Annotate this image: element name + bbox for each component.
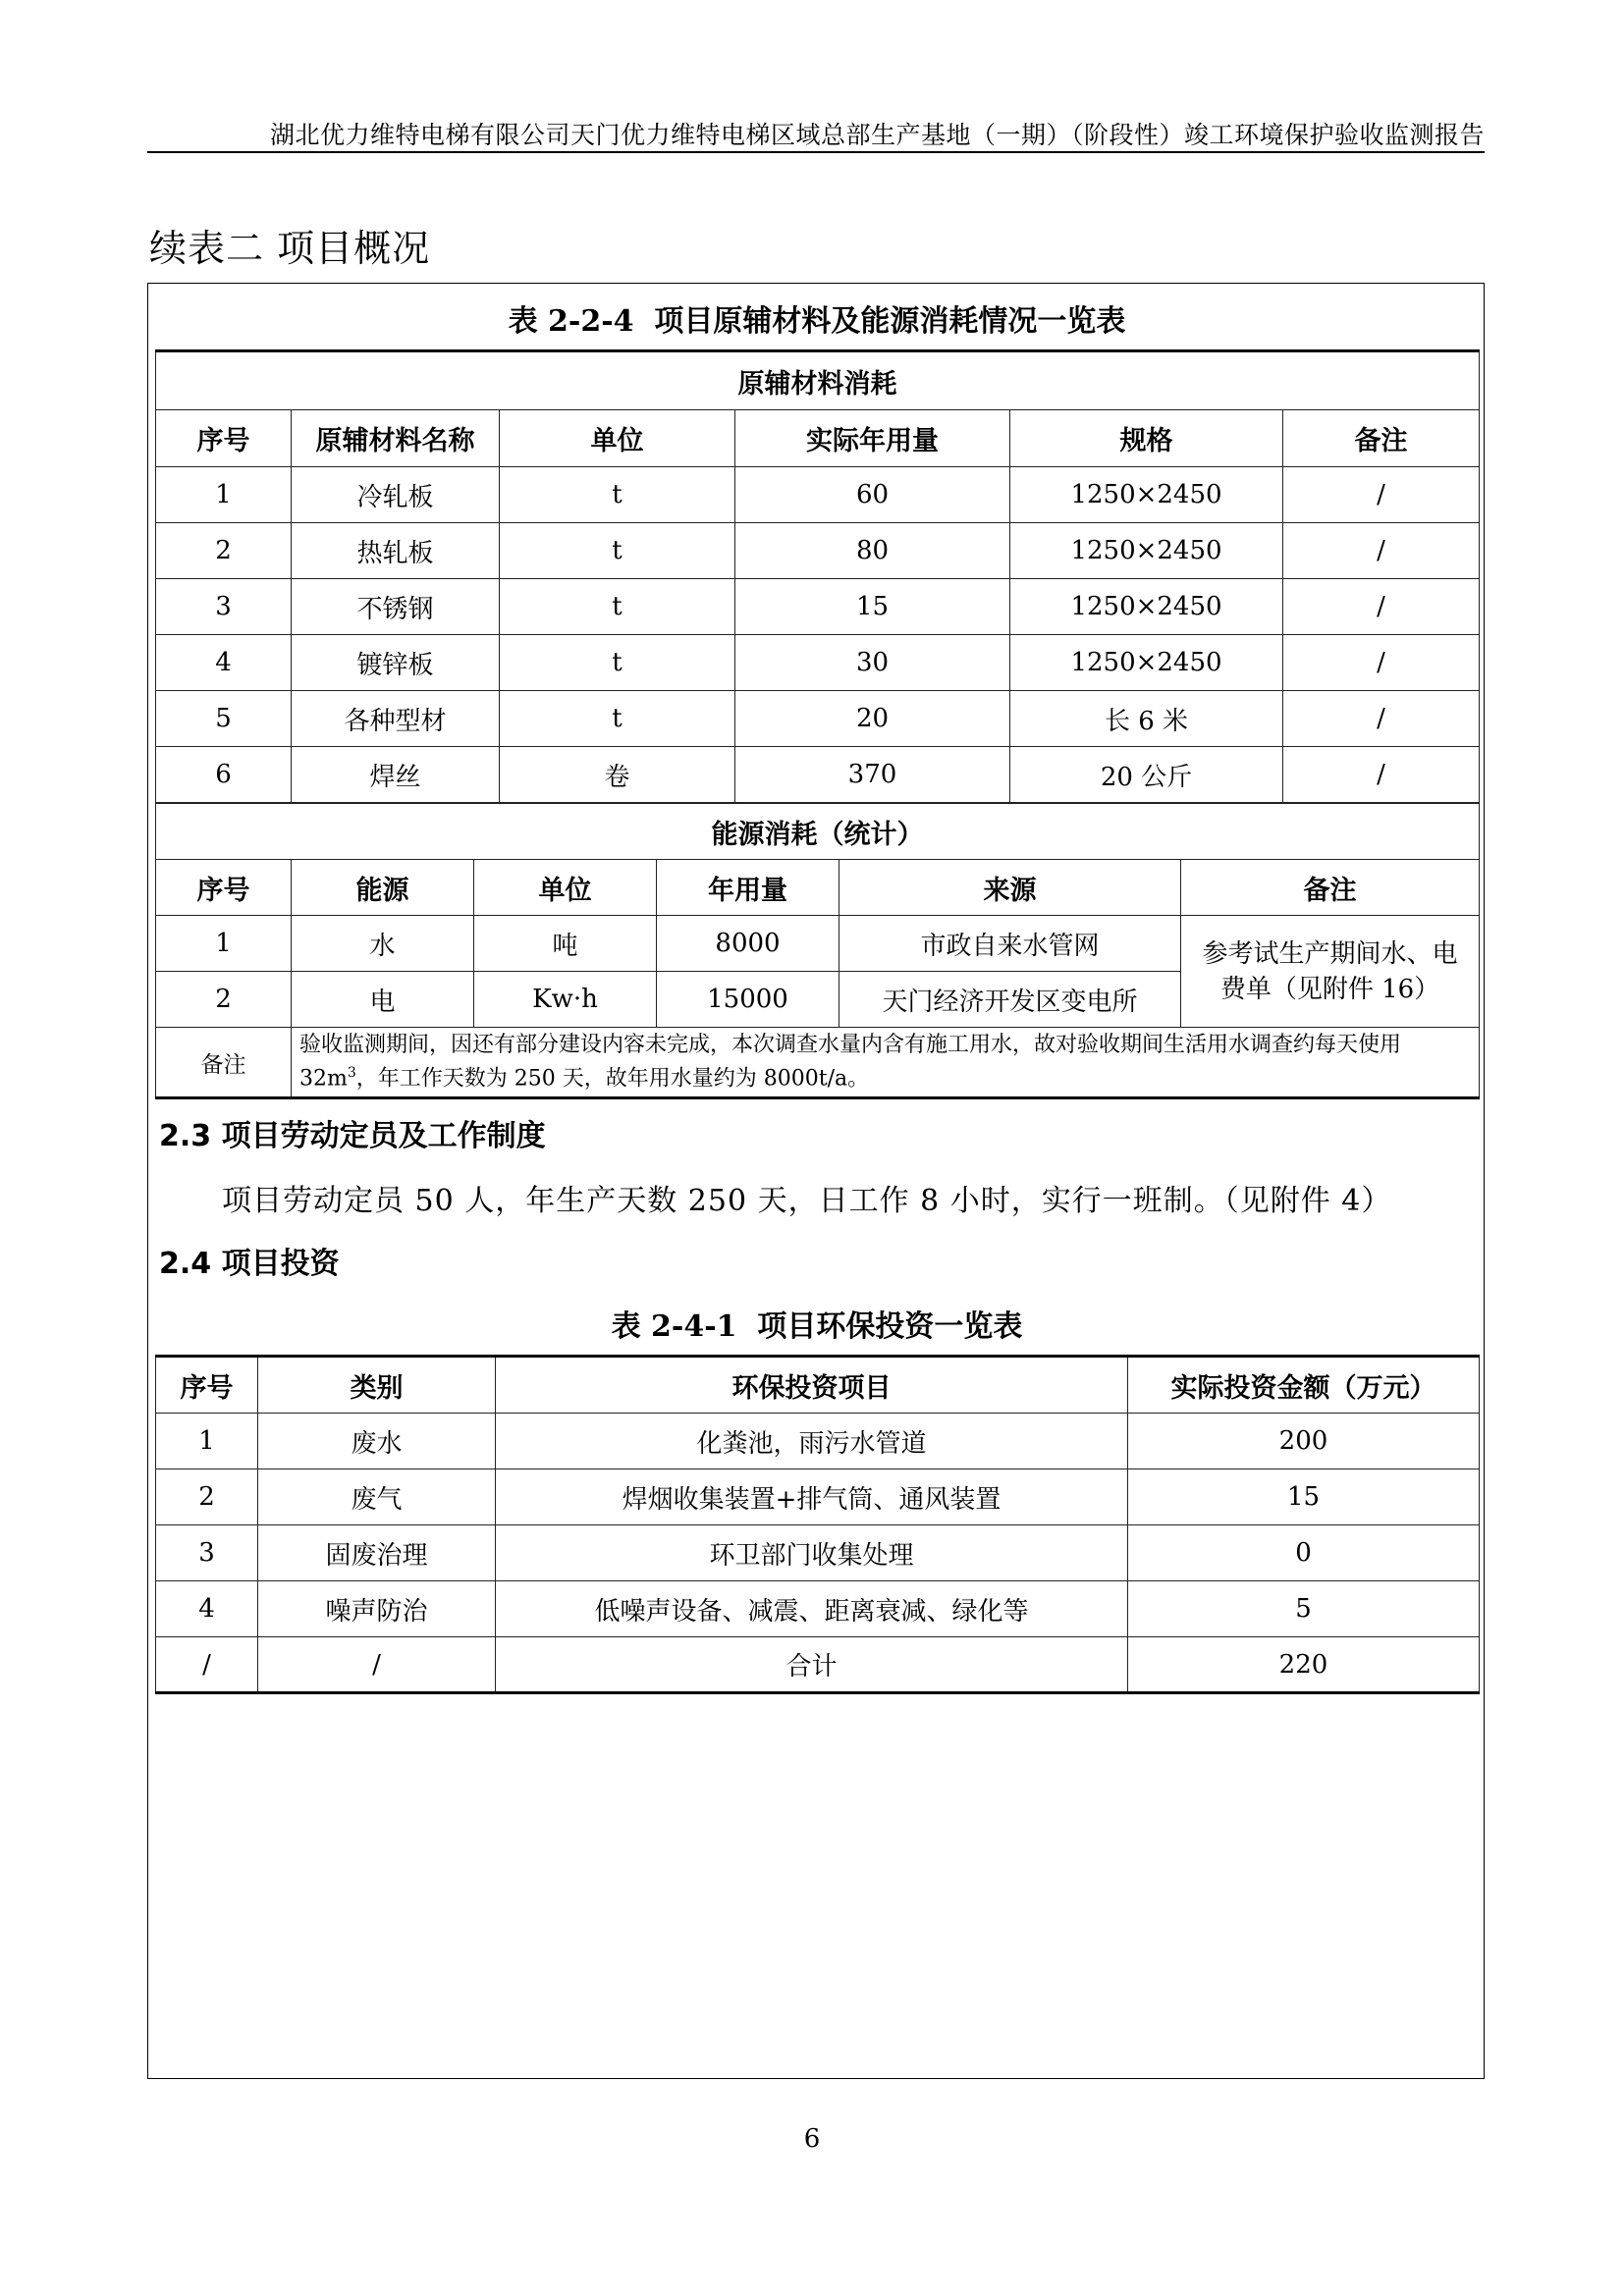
table-cell: 化粪池，雨污水管道 — [496, 1414, 1128, 1469]
table-cell: / — [1283, 523, 1480, 579]
table-row — [156, 747, 1480, 803]
column-header: 序号 — [156, 1357, 258, 1414]
table-cell: 80 — [735, 523, 1010, 579]
table-cell: 低噪声设备、减震、距离衰减、绿化等 — [496, 1581, 1128, 1637]
section-2-4-heading: 2.4 项目投资 — [159, 1247, 340, 1281]
table-cell: 市政自来水管网 — [839, 916, 1181, 972]
table-2-4-1-number: 表 2-4-1 — [611, 1309, 737, 1344]
materials-heading: 原辅材料消耗 — [156, 351, 1480, 410]
note-label: 备注 — [156, 1028, 292, 1098]
table-cell: t — [500, 467, 735, 523]
table-cell: 不锈钢 — [292, 579, 500, 635]
table-cell: 200 — [1128, 1414, 1480, 1469]
table-cell: t — [500, 635, 735, 691]
table-cell: 废水 — [258, 1414, 496, 1469]
table-cell: 各种型材 — [292, 691, 500, 747]
energy-remark-cell: 参考试生产期间水、电费单（见附件 16） — [1181, 916, 1480, 1028]
table-cell: 天门经济开发区变电所 — [839, 972, 1181, 1028]
table-cell: 2 — [156, 1469, 258, 1525]
table-cell: 2 — [156, 523, 292, 579]
table-cell: 固废治理 — [258, 1525, 496, 1581]
energy-heading: 能源消耗（统计） — [156, 804, 1480, 860]
table-cell: 卷 — [500, 747, 735, 803]
table-cell: 6 — [156, 747, 292, 803]
header-rule — [147, 151, 1485, 153]
materials-header-row — [156, 410, 1480, 467]
table-2-4-1-title: 项目环保投资一览表 — [757, 1309, 1023, 1344]
energy-header-row — [156, 860, 1480, 916]
table-cell: 吨 — [474, 916, 657, 972]
column-header: 单位 — [500, 410, 735, 467]
section-2-3-body: 项目劳动定员 50 人，年生产天数 250 天，日工作 8 小时，实行一班制。（见附件 4） — [222, 1184, 1392, 1218]
table-cell: 3 — [156, 579, 292, 635]
table-cell: 15 — [1128, 1469, 1480, 1525]
table-cell: 噪声防治 — [258, 1581, 496, 1637]
table-cell: / — [258, 1637, 496, 1693]
table-cell: 热轧板 — [292, 523, 500, 579]
column-header: 实际投资金额（万元） — [1128, 1357, 1480, 1414]
table-cell: 3 — [156, 1525, 258, 1581]
table-cell: Kw·h — [474, 972, 657, 1028]
table-cell: 1250×2450 — [1010, 523, 1283, 579]
table-cell: / — [1283, 635, 1480, 691]
column-header: 能源 — [292, 860, 474, 916]
column-header: 来源 — [839, 860, 1181, 916]
table-cell: 5 — [156, 691, 292, 747]
section-2-3-heading: 2.3 项目劳动定员及工作制度 — [159, 1119, 546, 1153]
table-2-2-4-number: 表 2-2-4 — [508, 304, 634, 339]
table-cell: 0 — [1128, 1525, 1480, 1581]
materials-table — [155, 349, 1480, 803]
table-cell: 1250×2450 — [1010, 579, 1283, 635]
table-cell: / — [1283, 579, 1480, 635]
table-cell: 1 — [156, 467, 292, 523]
table-cell: 20 公斤 — [1010, 747, 1283, 803]
table-row — [156, 691, 1480, 747]
table-row — [156, 1414, 1480, 1469]
column-header: 备注 — [1181, 860, 1480, 916]
table-cell: 1250×2450 — [1010, 635, 1283, 691]
running-header: 湖北优力维特电梯有限公司天门优力维特电梯区域总部生产基地（一期）（阶段性）竣工环境保护验收监测报告 — [269, 121, 1485, 149]
table-row — [156, 1525, 1480, 1581]
table-cell: / — [1283, 467, 1480, 523]
table-row — [156, 523, 1480, 579]
page-number: 6 — [803, 2124, 821, 2154]
table-cell: 电 — [292, 972, 474, 1028]
note-text-before: 验收监测期间，因还有部分建设内容未完成，本次调查水量内含有施工用水，故对验收期间生活用水调查约每天使用 32m — [299, 1033, 1402, 1092]
column-header: 单位 — [474, 860, 657, 916]
table-cell: 焊丝 — [292, 747, 500, 803]
table-row — [156, 916, 1480, 972]
table-cell: 废气 — [258, 1469, 496, 1525]
table-cell: t — [500, 523, 735, 579]
table-cell: / — [1283, 747, 1480, 803]
table-cell: / — [156, 1637, 258, 1693]
table-cell: 合计 — [496, 1637, 1128, 1693]
table-cell: 冷轧板 — [292, 467, 500, 523]
table-cell: 4 — [156, 635, 292, 691]
table-cell: t — [500, 691, 735, 747]
table-cell: 30 — [735, 635, 1010, 691]
table-cell: 60 — [735, 467, 1010, 523]
table-cell: 370 — [735, 747, 1010, 803]
table-cell: 220 — [1128, 1637, 1480, 1693]
note-text-after: ，年工作天数为 250 天，故年用水量约为 8000t/a。 — [355, 1066, 870, 1092]
table-cell: 长 6 米 — [1010, 691, 1283, 747]
investment-table — [155, 1355, 1480, 1694]
table-2-4-1-caption — [155, 1302, 1479, 1345]
table-cell: / — [1283, 691, 1480, 747]
investment-header-row — [156, 1357, 1480, 1414]
table-row — [156, 635, 1480, 691]
table-row — [156, 1581, 1480, 1637]
table-cell: 8000 — [657, 916, 839, 972]
table-row-total — [156, 1637, 1480, 1693]
table-cell: 5 — [1128, 1581, 1480, 1637]
column-header: 规格 — [1010, 410, 1283, 467]
table-cell: 1 — [156, 916, 292, 972]
table-row — [156, 467, 1480, 523]
column-header: 备注 — [1283, 410, 1480, 467]
table-row — [156, 579, 1480, 635]
table-cell: 15 — [735, 579, 1010, 635]
table-cell: 1 — [156, 1414, 258, 1469]
table-row — [156, 1469, 1480, 1525]
energy-table — [155, 803, 1480, 1099]
note-text — [292, 1028, 1480, 1098]
table-cell: 4 — [156, 1581, 258, 1637]
table-cell: 环卫部门收集处理 — [496, 1525, 1128, 1581]
note-superscript: 3 — [347, 1065, 356, 1081]
table-cell: 15000 — [657, 972, 839, 1028]
table-cell: 20 — [735, 691, 1010, 747]
note-row — [156, 1028, 1480, 1098]
table-cell: 1250×2450 — [1010, 467, 1283, 523]
section-title: 续表二 项目概况 — [149, 227, 431, 270]
column-header: 序号 — [156, 410, 292, 467]
column-header: 实际年用量 — [735, 410, 1010, 467]
table-cell: t — [500, 579, 735, 635]
column-header: 年用量 — [657, 860, 839, 916]
column-header: 原辅材料名称 — [292, 410, 500, 467]
table-2-2-4-title: 项目原辅材料及能源消耗情况一览表 — [654, 304, 1126, 339]
table-cell: 水 — [292, 916, 474, 972]
column-header: 序号 — [156, 860, 292, 916]
table-2-2-4-caption — [155, 296, 1479, 340]
column-header: 环保投资项目 — [496, 1357, 1128, 1414]
table-cell: 镀锌板 — [292, 635, 500, 691]
table-cell: 焊烟收集装置+排气筒、通风装置 — [496, 1469, 1128, 1525]
table-cell: 2 — [156, 972, 292, 1028]
column-header: 类别 — [258, 1357, 496, 1414]
